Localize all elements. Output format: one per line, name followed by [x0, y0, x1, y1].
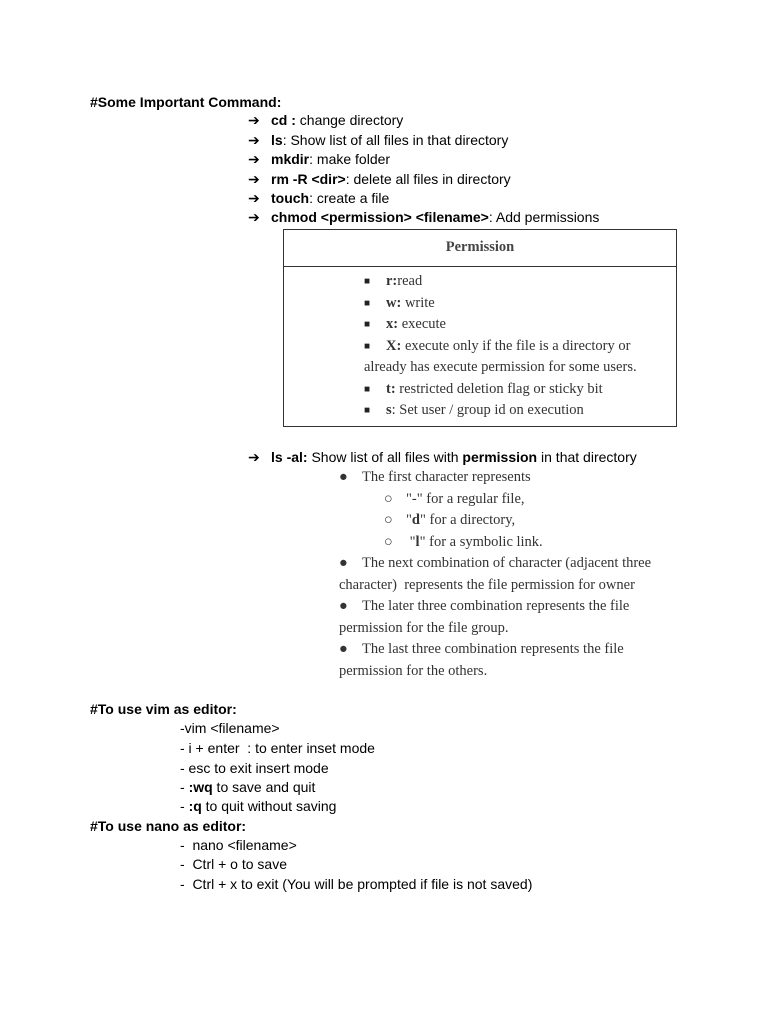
ls-al-item-first [339, 467, 651, 489]
vim-line-tail: to save and quit [212, 779, 316, 795]
ls-al-sub-tail: " for a symbolic link. [419, 533, 543, 550]
command-name: ls -al: [271, 449, 308, 465]
ls-al-sub-symlink [339, 532, 651, 554]
arrow-icon: ➔ [248, 132, 260, 148]
ls-al-text-continuation: permission for the file group. [339, 619, 509, 636]
command-name: mkdir [271, 151, 310, 167]
nano-line: - Ctrl + x to exit (You will be prompted if file is not saved) [180, 876, 533, 892]
command-desc-tail: in that directory [537, 449, 637, 465]
permission-row-x [364, 314, 637, 336]
permission-row-t [364, 379, 637, 401]
ls-al-text-continuation: character) represents the file permission for owner [339, 576, 635, 593]
vim-line [180, 779, 315, 795]
command-desc: : create a file [309, 190, 390, 206]
vim-line: - esc to exit insert mode [180, 760, 329, 776]
permission-desc: read [397, 273, 423, 289]
round-bullet-icon: ● [339, 469, 348, 485]
vim-heading: #To use vim as editor: [90, 701, 237, 717]
ls-al-item-later [339, 596, 651, 618]
command-name: chmod <permission> <filename> [271, 209, 489, 225]
circle-bullet-icon: ○ [384, 533, 393, 550]
command-item-ls [248, 132, 508, 148]
command-desc-bold: permission [462, 449, 538, 465]
command-name: rm -R <dir> [271, 171, 346, 187]
ls-al-text: The next combination of character (adjacent three [362, 555, 652, 571]
nano-line: - nano <filename> [180, 837, 297, 853]
arrow-icon: ➔ [248, 190, 260, 206]
command-name: ls [271, 132, 283, 148]
permission-key: s [386, 402, 392, 418]
command-desc: : delete all files in directory [345, 171, 511, 187]
ls-al-sub-bold: d [411, 512, 420, 528]
permission-key: r: [386, 273, 398, 289]
permission-desc: : Set user / group id on execution [391, 402, 584, 418]
command-desc: change directory [295, 112, 404, 128]
permission-row-r [364, 271, 637, 293]
command-item-cd [248, 112, 403, 128]
permission-key: X: [386, 337, 402, 354]
permission-table [283, 229, 677, 427]
vim-line: -vim <filename> [180, 720, 280, 736]
square-bullet-icon: ■ [364, 319, 371, 330]
command-desc: : Show list of all files in that directory [282, 132, 509, 148]
arrow-icon: ➔ [248, 151, 260, 167]
ls-al-sub-text: " [406, 533, 416, 550]
command-item-touch [248, 190, 389, 206]
permission-desc: write [401, 294, 435, 311]
round-bullet-icon: ● [339, 641, 348, 657]
vim-command: :q [188, 798, 202, 814]
square-bullet-icon: ■ [364, 297, 371, 309]
arrow-icon: ➔ [248, 209, 260, 225]
square-bullet-icon: ■ [364, 276, 371, 287]
permission-row-X [364, 336, 637, 358]
vim-line [180, 798, 336, 814]
vim-line: - i + enter : to enter inset mode [180, 740, 375, 756]
command-desc: : Add permissions [488, 209, 600, 225]
ls-al-item-next [339, 553, 651, 575]
command-item-mkdir [248, 151, 390, 167]
permission-row-s [364, 400, 637, 422]
arrow-icon: ➔ [248, 112, 260, 128]
ls-al-text: The last three combination represents the file [362, 641, 624, 657]
square-bullet-icon: ■ [364, 340, 371, 352]
ls-al-sub-directory [339, 510, 651, 532]
command-name: cd : [271, 112, 296, 128]
vim-line-tail: to quit without saving [201, 798, 337, 814]
permission-table-header: Permission [284, 230, 676, 267]
permission-row-w [364, 293, 637, 315]
ls-al-text: The first character represents [362, 469, 531, 485]
command-item-rm [248, 171, 511, 187]
permission-desc: execute [398, 316, 446, 332]
commands-heading: #Some Important Command: [90, 94, 282, 110]
command-desc: Show list of all files with [307, 449, 463, 465]
permission-key: x: [386, 316, 399, 332]
permission-key: w: [386, 294, 402, 311]
command-item-ls-al [248, 449, 637, 465]
command-item-chmod [248, 209, 599, 225]
circle-bullet-icon: ○ [384, 490, 393, 507]
ls-al-sub-text: "-" for a regular file, [406, 490, 525, 507]
vim-command: :wq [188, 779, 213, 795]
vim-line-text: - [180, 779, 189, 795]
round-bullet-icon: ● [339, 555, 348, 571]
permission-desc: execute only if the file is a directory or [401, 337, 631, 354]
nano-heading: #To use nano as editor: [90, 818, 247, 834]
ls-al-sub-regular [339, 489, 651, 511]
permission-key: t: [386, 380, 396, 397]
arrow-icon: ➔ [248, 449, 260, 465]
command-desc: : make folder [309, 151, 391, 167]
ls-al-sub-text: " [406, 512, 412, 528]
ls-al-details [339, 467, 651, 682]
square-bullet-icon: ■ [364, 383, 371, 395]
vim-line-text: - [180, 798, 189, 814]
ls-al-sub-tail: " for a directory, [420, 512, 516, 528]
ls-al-text-continuation: permission for the others. [339, 662, 488, 679]
ls-al-sub-bold: l [415, 533, 420, 550]
arrow-icon: ➔ [248, 171, 260, 187]
ls-al-text: The later three combination represents the file [362, 598, 630, 614]
permission-list [364, 271, 637, 422]
square-bullet-icon: ■ [364, 405, 371, 416]
ls-al-item-last [339, 639, 651, 661]
permission-desc: restricted deletion flag or sticky bit [395, 380, 603, 397]
nano-line: - Ctrl + o to save [180, 856, 287, 872]
permission-row-X-continuation: already has execute permission for some users. [364, 359, 637, 375]
circle-bullet-icon: ○ [384, 512, 393, 528]
command-name: touch [271, 190, 310, 206]
round-bullet-icon: ● [339, 598, 348, 614]
